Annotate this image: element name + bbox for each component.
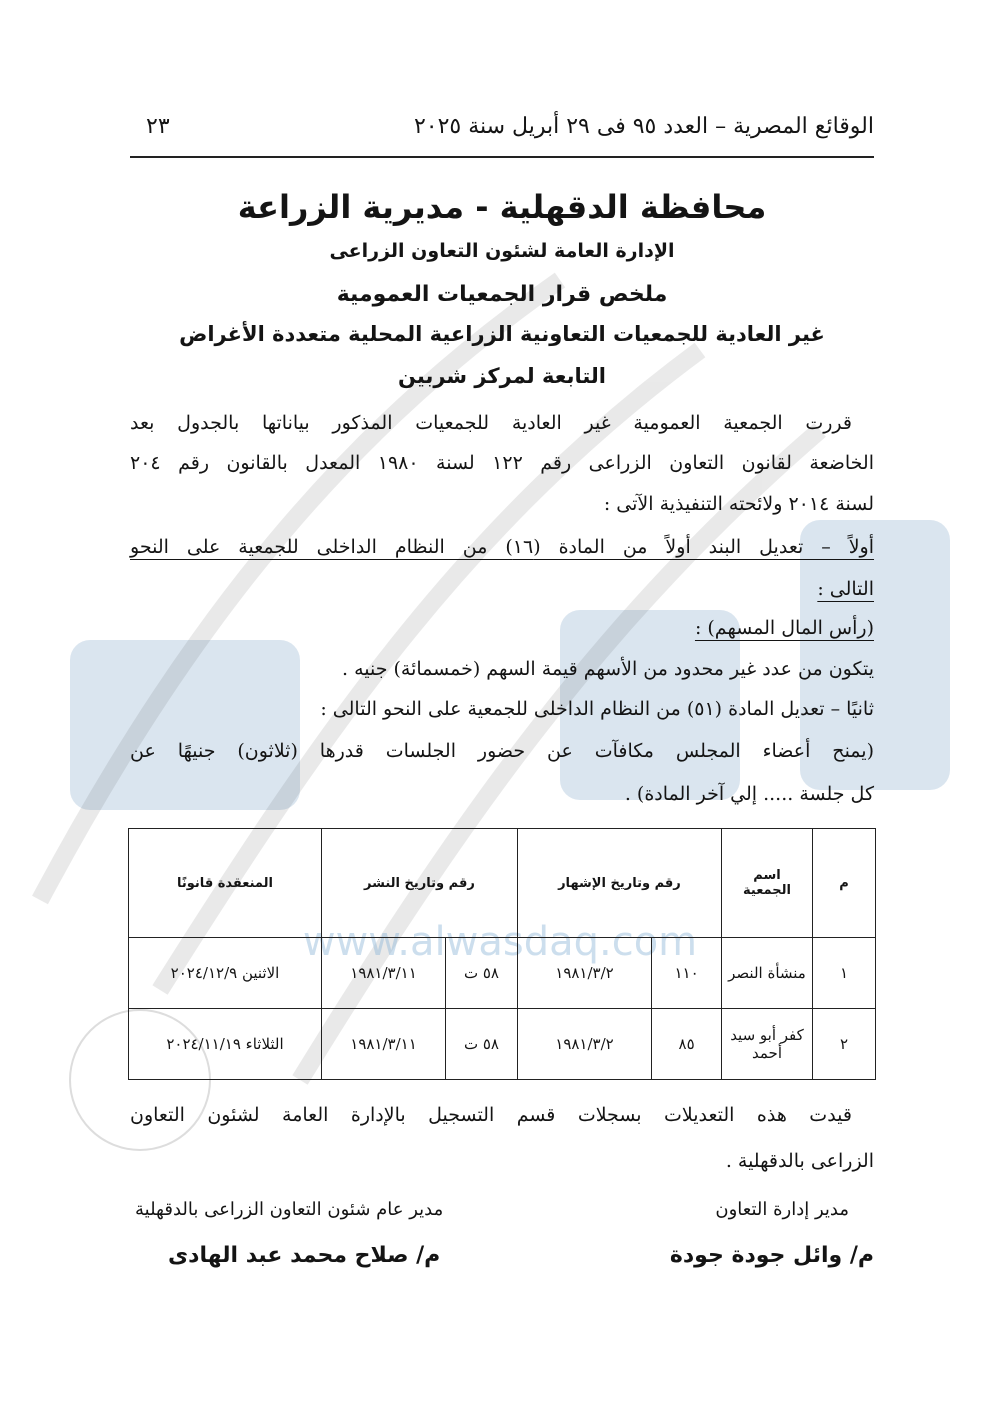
cell-held: الثلاثاء ٢٠٢٤/١١/١٩ <box>129 1009 322 1080</box>
summary-title: ملخص قرار الجمعيات العمومية <box>336 282 668 307</box>
table-header-row <box>129 829 876 938</box>
col-header: رقم وتاريخ الإشهار <box>517 829 721 938</box>
right-signatory-name: م/ وائل جودة جودة <box>669 1243 874 1268</box>
authority-title: محافظة الدقهلية - مديرية الزراعة <box>237 188 767 226</box>
cell-name: كفر أبو سيد أحمد <box>722 1009 813 1080</box>
center-title: التابعة لمركز شربين <box>397 364 606 388</box>
reward-line: كل جلسة ..... إلي آخر المادة) . <box>624 783 874 805</box>
cell-reg-no: ٨٥ <box>652 1009 722 1080</box>
cell-pub-no: ٥٨ ت <box>446 1009 518 1080</box>
watermark-site: www.alwasdaq.com <box>302 919 698 965</box>
cell-reg-date: ١٩٨١/٣/٢ <box>517 938 651 1009</box>
cell-pub-no: ٥٨ ت <box>446 938 518 1009</box>
col-header: م <box>813 829 876 938</box>
cell-no: ٢ <box>813 1009 876 1080</box>
cell-pub-date: ١٩٨١/٣/١١ <box>322 938 446 1009</box>
department-title: الإدارة العامة لشئون التعاون الزراعى <box>329 240 675 262</box>
header-rule <box>130 156 874 158</box>
left-signatory-name: م/ صلاح محمد عبد الهادى <box>168 1243 441 1268</box>
closing-line: قيدت هذه التعديلات بسجلات قسم التسجيل بالإدارة العامة لشئون التعاون <box>130 1104 852 1126</box>
first-amendment-line <box>130 536 874 558</box>
table-row <box>129 938 876 1009</box>
cell-reg-no: ١١٠ <box>652 938 722 1009</box>
cell-held: الاثنين ٢٠٢٤/١٢/٩ <box>129 938 322 1009</box>
page-number: ٢٣ <box>146 114 170 139</box>
capital-heading: (رأس المال المسهم) : <box>694 617 874 639</box>
body-line: لسنة ٢٠١٤ ولائحته التنفيذية الآتى : <box>603 493 874 515</box>
page-header <box>128 112 874 152</box>
second-amendment: ثانيًا – تعديل المادة (٥١) من النظام الداخلى للجمعية على النحو التالى : <box>320 698 874 720</box>
societies-table <box>128 828 876 1080</box>
cell-name: منشأة النصر <box>722 938 813 1009</box>
reward-line: (يمنح أعضاء المجلس مكافآت عن حضور الجلسات قدرها (ثلاثون) جنيهًا عن <box>130 740 874 762</box>
col-header: اسم الجمعية <box>722 829 813 938</box>
table-row <box>129 1009 876 1080</box>
closing-line: الزراعى بالدقهلية . <box>725 1150 874 1172</box>
right-signatory-title: مدير إدارة التعاون <box>715 1199 849 1220</box>
issue-line: الوقائع المصرية – العدد ٩٥ فى ٢٩ أبريل سنة ٢٠٢٥ <box>413 114 874 139</box>
cell-pub-date: ١٩٨١/٣/١١ <box>322 1009 446 1080</box>
cell-no: ١ <box>813 938 876 1009</box>
body-line: الخاضعة لقانون التعاون الزراعى رقم ١٢٢ لسنة ١٩٨٠ المعدل بالقانون رقم ٢٠٤ <box>130 452 874 474</box>
col-header: المنعقدة قانونًا <box>129 829 322 938</box>
capital-text: يتكون من عدد غير محدود من الأسهم قيمة السهم (خمسمائة) جنيه . <box>341 658 874 680</box>
cell-reg-date: ١٩٨١/٣/٢ <box>517 1009 651 1080</box>
subject-title: غير العادية للجمعيات التعاونية الزراعية المحلية متعددة الأغراض <box>179 322 825 346</box>
left-signatory-title: مدير عام شئون التعاون الزراعى بالدقهلية <box>135 1199 444 1220</box>
first-amendment-text: أولاً – تعديل البند أولاً من المادة (١٦) من النظام الداخلى للجمعية على النحو <box>130 536 875 558</box>
first-amendment-line: التالى : <box>817 578 874 600</box>
body-line: قررت الجمعية العمومية غير العادية للجمعيات المذكور بياناتها بالجدول بعد <box>130 412 852 434</box>
col-header: رقم وتاريخ النشر <box>322 829 518 938</box>
